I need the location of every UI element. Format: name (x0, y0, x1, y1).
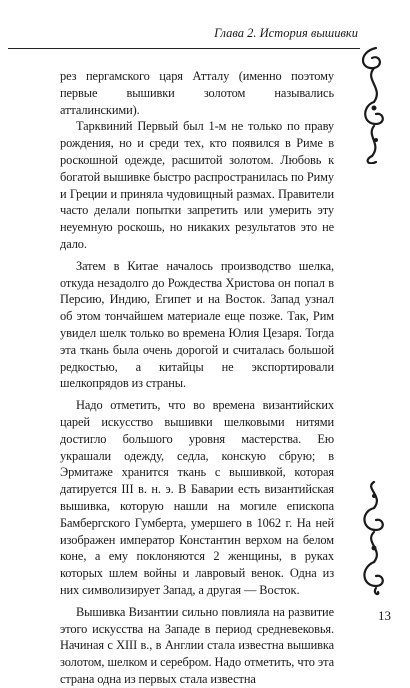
bottom-flourish-ornament (354, 478, 394, 598)
paragraph-4: Надо отметить, что во времена византийских царей искусство вышивки шелковыми нитями достигло большого уровня мастерства. Ею украшали одежду, седла, конскую сбрую; в Эрмитаже хранится ткань с вышивкой, которая датируется III в. н. э. В Баварии есть византийская вышивка, которую нашли на могиле епископа Бамбергского Гумберта, умершего в 1062 г. На ней изображен император Константин верхом на белом коне, а ему поклоняются 2 женщины, в руках которых шлем войны и лавровый венок. Одна из них символизирует Запад, а другая — Восток. (60, 398, 334, 597)
paragraph-3: Затем в Китае началось производство шелка, откуда незадолго до Рождества Христова он попал в Персию, Индию, Египет и на Восток. Запад узнал об этом тончайшем материале еще позже. Так, Рим увидел шелк только во времена Юлия Цезаря. Тогда эта ткань была очень дорогой и считалась большой редкостью, а китайцы не экспортировали шелкопрядов из страны. (60, 258, 334, 391)
header-rule (8, 48, 360, 49)
paragraph-5: Вышивка Византии сильно повлияла на развитие этого искусства на Западе в период средневековья. Начиная с XIII в., в Англии стала известна вышивка золотом, шелком и серебром. Надо отметить, что эта страна одна из первых стала известна (60, 604, 334, 686)
main-text (60, 68, 334, 688)
chapter-header-title: Глава 2. История вышивки (214, 26, 358, 40)
paragraph-2: Тарквиний Первый был 1-м не только по праву рождения, но и среди тех, кто появился в Риме в роскошной одежде, расшитой золотом. Любовь к богатой вышивке быстро распространилась по Риму и Греции и приняла чудовищный размах. Правители часто делали попытки запретить или умерить эту неуемную роскошь, но никаких результатов это не дало. (60, 119, 334, 251)
page-number: 13 (378, 608, 391, 623)
top-flourish-ornament (354, 44, 394, 164)
paragraph-1: рез пергамского царя Атталу (именно поэтому первые вышивки золотом назывались атталинскими). (60, 69, 334, 117)
